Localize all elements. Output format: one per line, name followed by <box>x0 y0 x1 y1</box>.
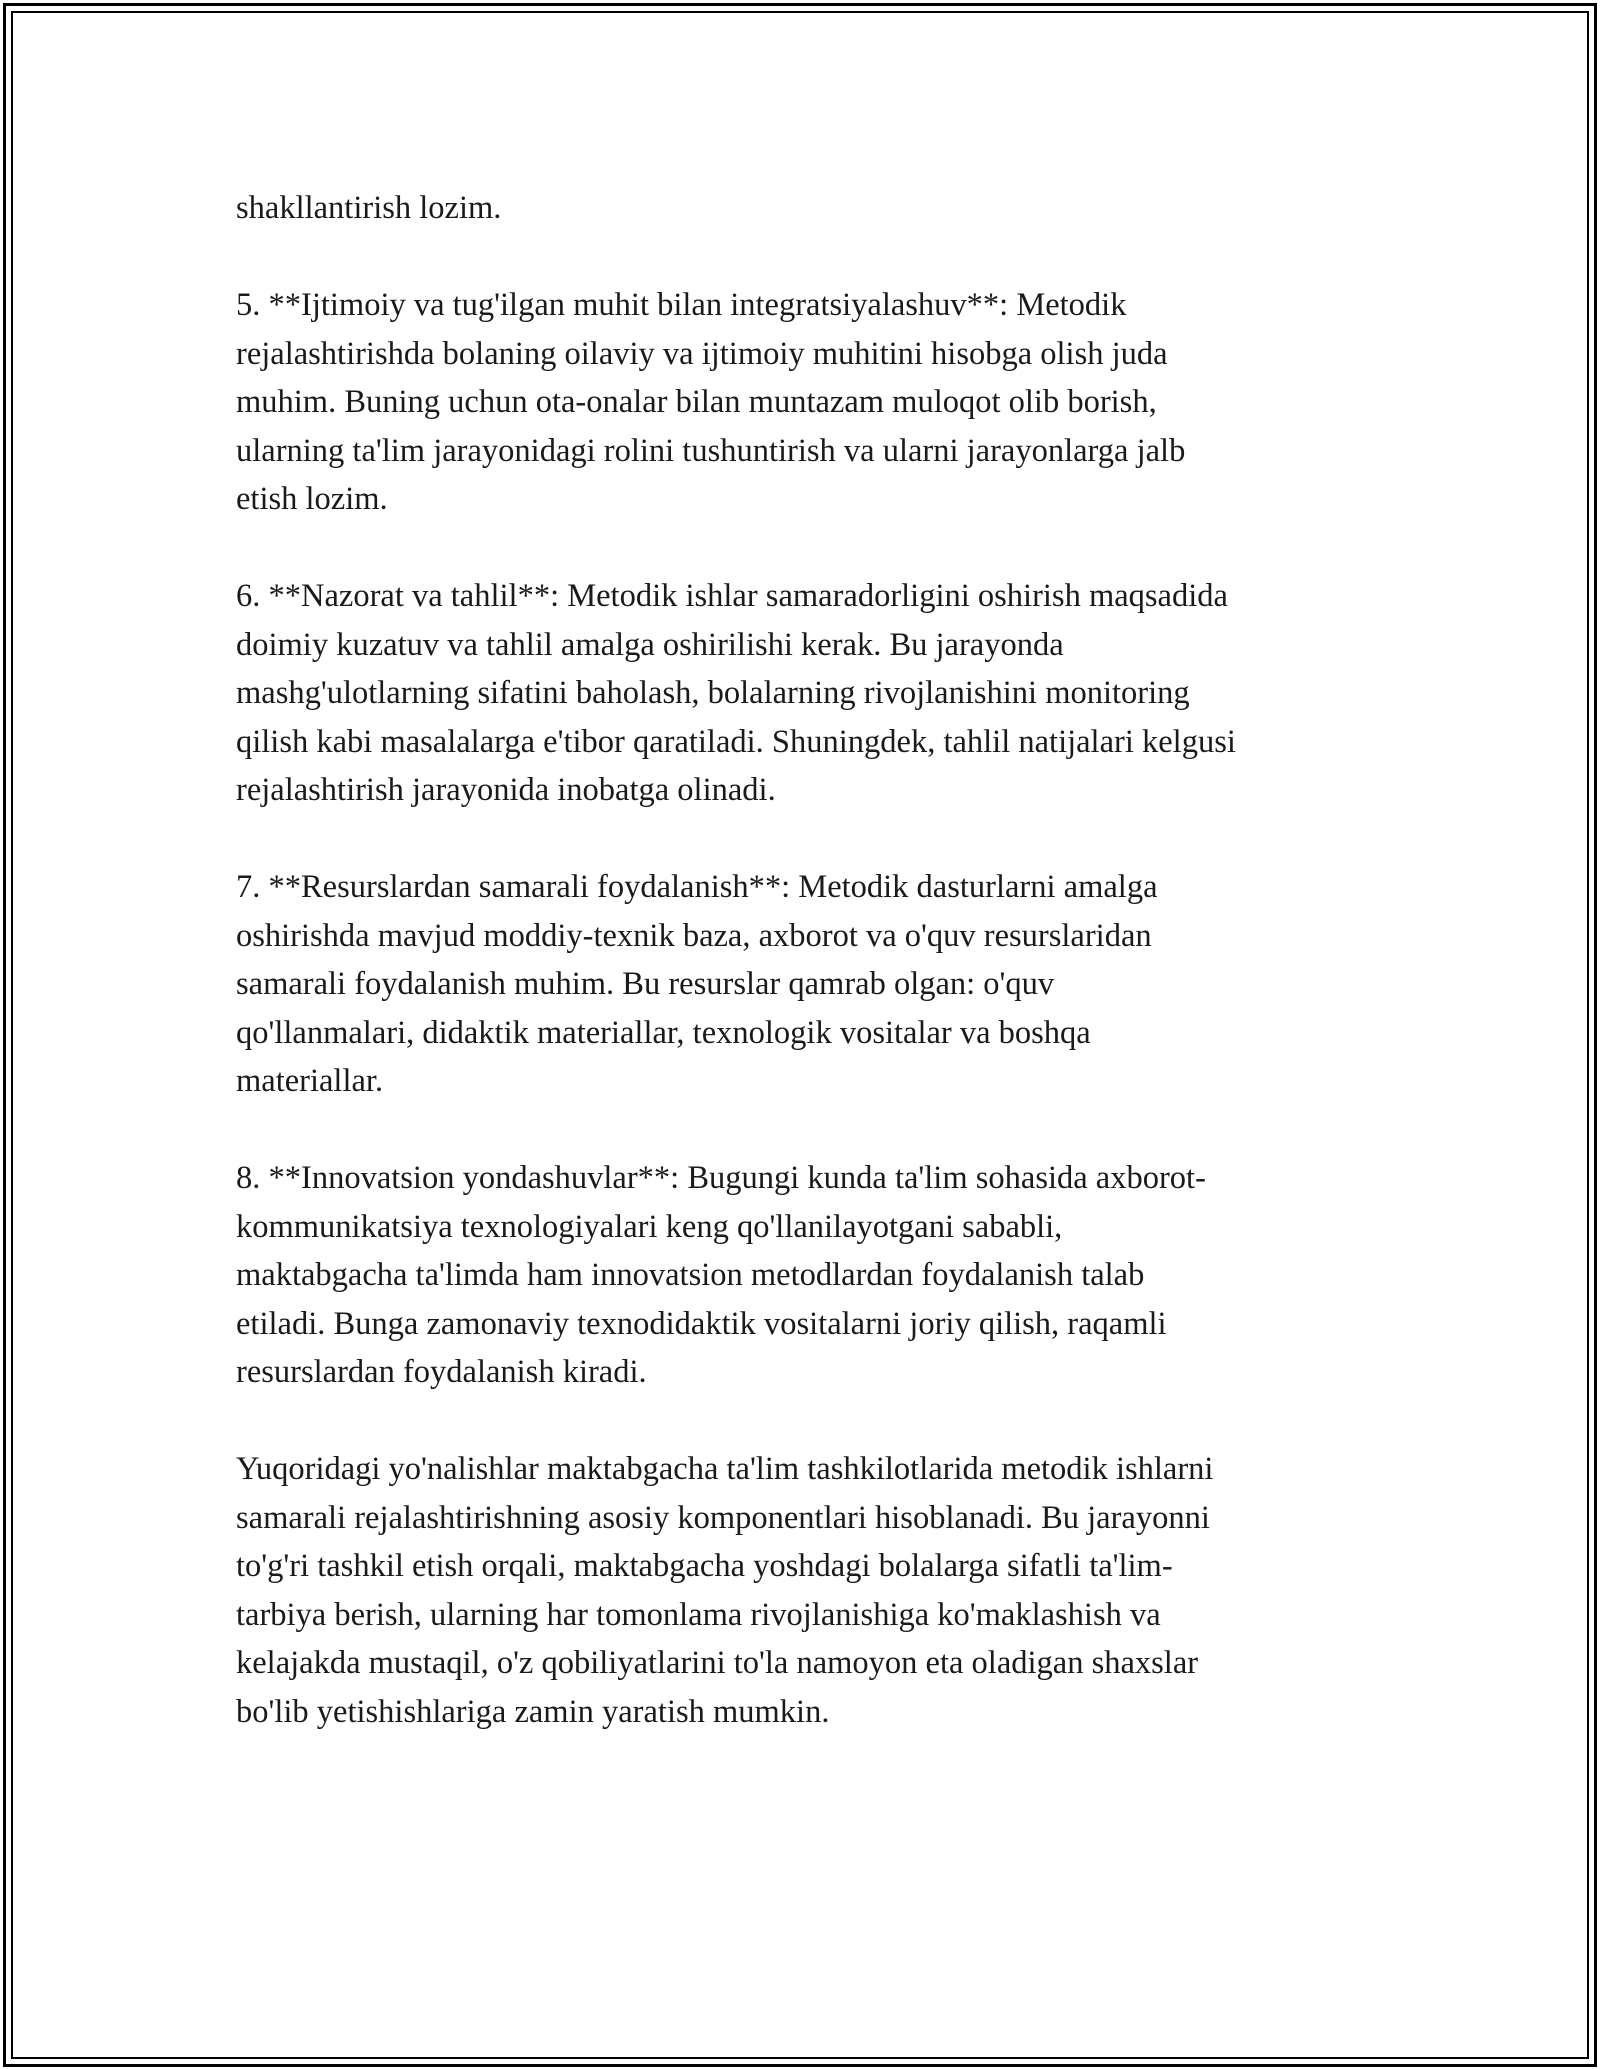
text-line: resurslardan foydalanish kiradi. <box>236 1354 647 1390</box>
text-line: shakllantirish lozim. <box>236 190 502 226</box>
text-line: samarali rejalashtirishning asosiy komponentlari hisoblanadi. Bu jarayonni <box>236 1499 1210 1536</box>
text-line: oshirishda mavjud moddiy-texnik baza, axborot va o'quv resurslaridan <box>236 917 1152 954</box>
text-line: 6. **Nazorat va tahlil**: Metodik ishlar samaradorligini oshirish maqsadida <box>236 578 1228 614</box>
text-line: 8. **Innovatsion yondashuvlar**: Bugungi kunda ta'lim sohasida axborot- <box>236 1160 1206 1196</box>
text-line: 7. **Resurslardan samarali foydalanish**: Metodik dasturlarni amalga <box>236 869 1158 905</box>
paragraph-item-6 <box>236 572 1386 815</box>
document-body <box>236 184 1386 1785</box>
paragraph-item-7 <box>236 863 1386 1106</box>
paragraph-item-5 <box>236 281 1386 524</box>
text-line: samarali foydalanish muhim. Bu resurslar qamrab olgan: o'quv <box>236 966 1055 1002</box>
text-line: muhim. Buning uchun ota-onalar bilan muntazam muloqot olib borish, <box>236 384 1157 420</box>
text-line: 5. **Ijtimoiy va tug'ilgan muhit bilan integratsiyalashuv**: Metodik <box>236 287 1127 323</box>
text-line: rejalashtirishda bolaning oilaviy va ijtimoiy muhitini hisobga olish juda <box>236 335 1168 372</box>
text-line: tarbiya berish, ularning har tomonlama rivojlanishiga ko'maklashish va <box>236 1596 1161 1633</box>
text-line: etish lozim. <box>236 481 388 517</box>
text-line: qo'llanmalari, didaktik materiallar, texnologik vositalar va boshqa <box>236 1014 1091 1051</box>
text-line: Yuqoridagi yo'nalishlar maktabgacha ta'lim tashkilotlarida metodik ishlarni <box>236 1451 1214 1487</box>
text-line: etiladi. Bunga zamonaviy texnodidaktik vositalarni joriy qilish, raqamli <box>236 1305 1167 1342</box>
text-line: qilish kabi masalalarga e'tibor qaratiladi. Shuningdek, tahlil natijalari kelgusi <box>236 723 1236 760</box>
text-line: mashg'ulotlarning sifatini baholash, bolalarning rivojlanishini monitoring <box>236 675 1190 711</box>
paragraph-item-8 <box>236 1154 1386 1397</box>
text-line: bo'lib yetishishlariga zamin yaratish mumkin. <box>236 1693 830 1730</box>
text-line: kommunikatsiya texnologiyalari keng qo'llanilayotgani sababli, <box>236 1208 1063 1245</box>
paragraph-continuation <box>236 184 1386 233</box>
paragraph-conclusion <box>236 1445 1386 1736</box>
text-line: kelajakda mustaqil, o'z qobiliyatlarini to'la namoyon eta oladigan shaxslar <box>236 1645 1199 1681</box>
text-line: ularning ta'lim jarayonidagi rolini tushuntirish va ularni jarayonlarga jalb <box>236 432 1186 469</box>
text-line: maktabgacha ta'limda ham innovatsion metodlardan foydalanish talab <box>236 1257 1145 1293</box>
text-line: to'g'ri tashkil etish orqali, maktabgacha yoshdagi bolalarga sifatli ta'lim- <box>236 1548 1173 1584</box>
text-line: rejalashtirish jarayonida inobatga olinadi. <box>236 772 776 808</box>
text-line: materiallar. <box>236 1063 384 1099</box>
text-line: doimiy kuzatuv va tahlil amalga oshirilishi kerak. Bu jarayonda <box>236 626 1064 663</box>
